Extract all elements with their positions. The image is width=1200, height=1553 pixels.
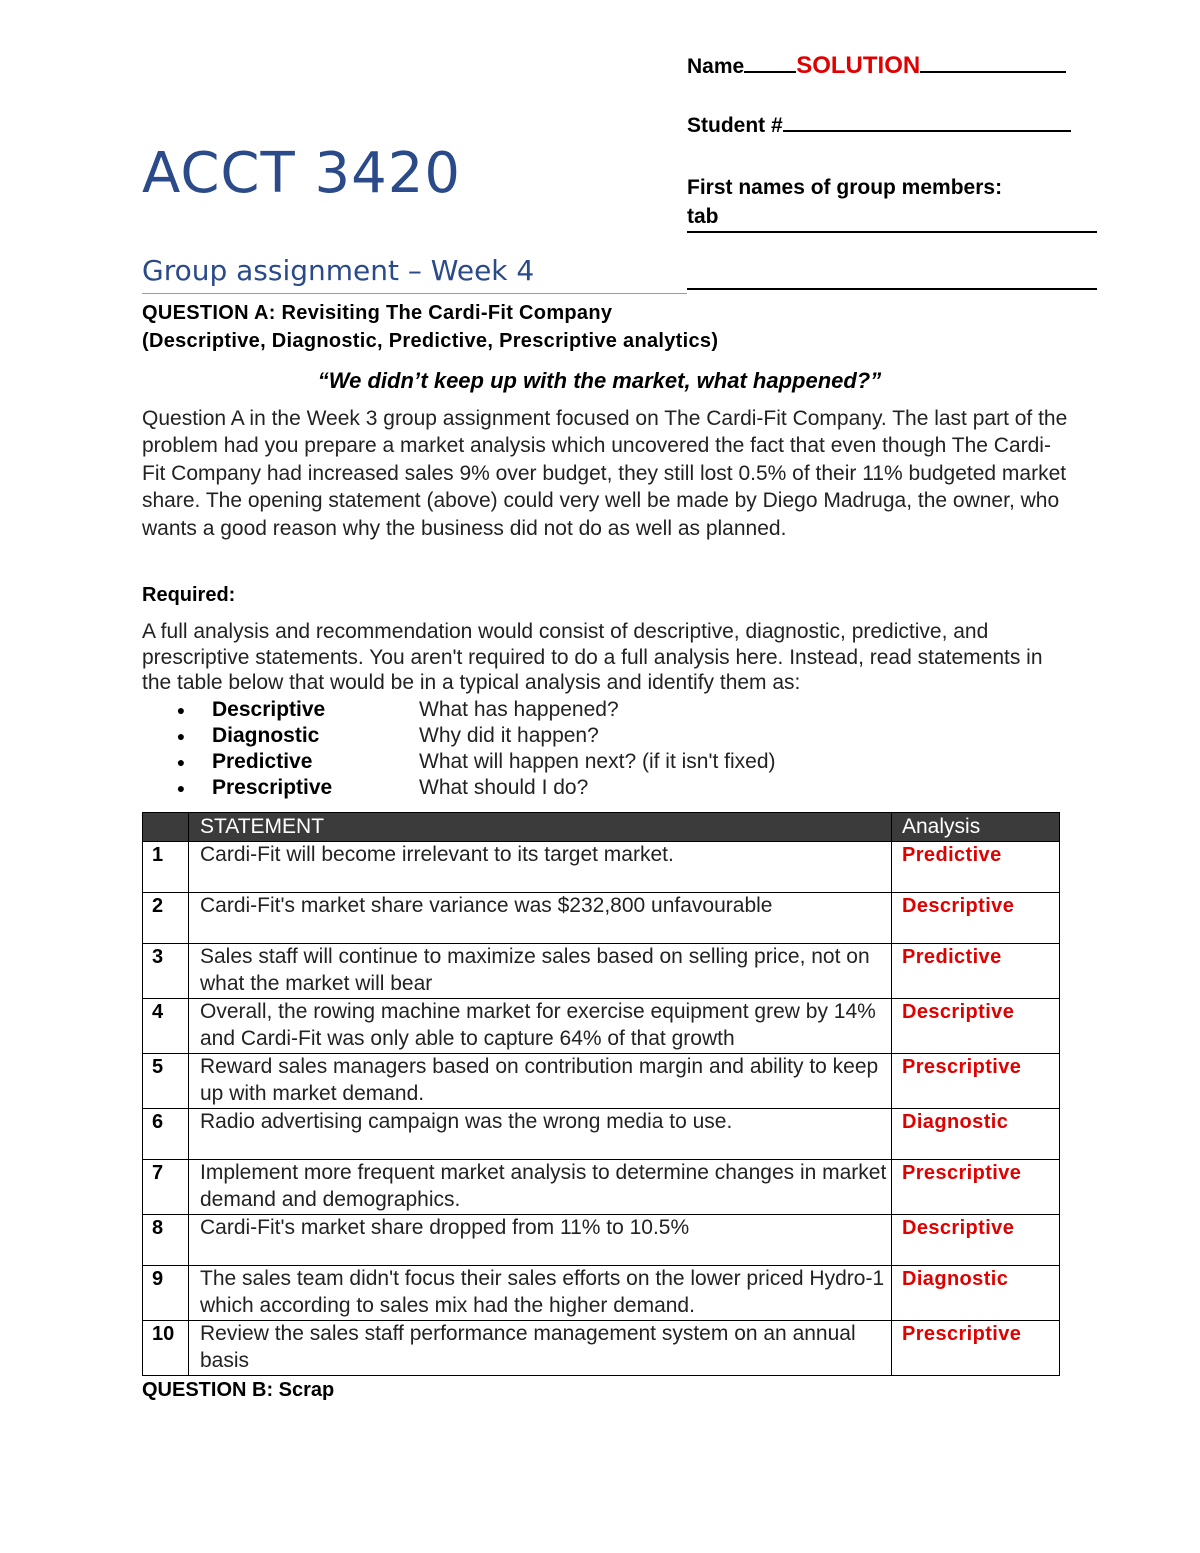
table-row [143,1266,1060,1321]
student-underline [783,126,1071,132]
table-header-statement: STATEMENT [189,813,892,842]
row-analysis: Prescriptive [892,1054,1060,1109]
list-item [142,697,1042,723]
row-statement: The sales team didn't focus their sales efforts on the lower priced Hydro-1 which according to sales mix had the higher demand. [189,1266,892,1321]
bullet-icon: ● [176,702,186,718]
bullet-desc: What has happened? [419,698,619,721]
row-statement: Implement more frequent market analysis to determine changes in market demand and demographics. [189,1160,892,1215]
row-number: 1 [143,842,189,893]
row-number: 6 [143,1109,189,1160]
table-row [143,893,1060,944]
row-analysis: Predictive [892,944,1060,999]
opening-quote: “We didn’t keep up with the market, what happened?” [317,368,882,393]
bullet-icon: ● [176,728,186,744]
question-a-title [142,299,718,355]
table-row [143,842,1060,893]
group-members-rule-2 [687,288,1097,290]
question-a-subtitle: (Descriptive, Diagnostic, Predictive, Prescriptive analytics) [142,330,719,352]
student-number-field [687,113,1071,138]
table-header-analysis: Analysis [892,813,1060,842]
row-statement: Radio advertising campaign was the wrong media to use. [189,1109,892,1160]
row-analysis: Descriptive [892,893,1060,944]
list-item [142,723,1042,749]
row-statement: Review the sales staff performance management system on an annual basis [189,1321,892,1376]
row-number: 5 [143,1054,189,1109]
list-item [142,775,1042,801]
question-a-topic: : Revisiting The Cardi-Fit Company [268,302,613,324]
table-row [143,999,1060,1054]
required-label: Required: [142,584,236,606]
name-underline-left [744,67,796,73]
row-analysis: Diagnostic [892,1266,1060,1321]
row-number: 10 [143,1321,189,1376]
name-label: Name [687,55,745,78]
bullet-desc: Why did it happen? [419,724,599,747]
table-row [143,1054,1060,1109]
group-members-label: First names of group members: [687,176,1003,199]
table-header-number [143,813,189,842]
table-row [143,944,1060,999]
row-number: 4 [143,999,189,1054]
name-value: SOLUTION [796,52,921,79]
row-number: 8 [143,1215,189,1266]
bullet-icon: ● [176,754,186,770]
row-number: 3 [143,944,189,999]
bullet-term: Prescriptive [212,776,333,799]
table-row [143,1109,1060,1160]
bullet-desc: What should I do? [419,776,589,799]
row-statement: Cardi-Fit will become irrelevant to its target market. [189,842,892,893]
row-analysis: Prescriptive [892,1321,1060,1376]
analytics-type-list [142,697,1042,801]
bullet-term: Diagnostic [212,724,320,747]
group-members-rule-1 [687,231,1097,233]
bullet-term: Predictive [212,750,313,773]
row-number: 9 [143,1266,189,1321]
name-underline-right [920,67,1066,73]
instructions-paragraph: A full analysis and recommendation would consist of descriptive, diagnostic, predictive, and prescriptive statements. You aren't required to do a full analysis here. Instead, read statements in the table below that would be in a typical analysis and identify them as: [142,620,1043,695]
bullet-icon: ● [176,780,186,796]
row-statement: Sales staff will continue to maximize sales based on selling price, not on what the market will bear [189,944,892,999]
row-statement: Reward sales managers based on contribution margin and ability to keep up with market demand. [189,1054,892,1109]
bullet-desc: What will happen next? (if it isn't fixed) [419,750,776,773]
question-a-label: QUESTION A [142,302,269,324]
subtitle-rule [142,293,687,294]
row-statement: Cardi-Fit's market share dropped from 11% to 10.5% [189,1215,892,1266]
assignment-subtitle: Group assignment – Week 4 [142,254,535,287]
statements-table [142,812,1060,1376]
row-analysis: Prescriptive [892,1160,1060,1215]
row-analysis: Predictive [892,842,1060,893]
row-number: 7 [143,1160,189,1215]
row-number: 2 [143,893,189,944]
bullet-term: Descriptive [212,698,326,721]
table-row [143,1321,1060,1376]
row-statement: Overall, the rowing machine market for exercise equipment grew by 14% and Cardi-Fit was only able to capture 64% of that growth [189,999,892,1054]
list-item [142,749,1042,775]
table-header-row [143,813,1060,842]
row-analysis: Diagnostic [892,1109,1060,1160]
row-statement: Cardi-Fit's market share variance was $232,800 unfavourable [189,893,892,944]
table-row [143,1215,1060,1266]
question-a-paragraph: Question A in the Week 3 group assignment focused on The Cardi-Fit Company. The last part of the problem had you prepare a market analysis which uncovered the fact that even though The Cardi-Fit Company had increased sales 9% over budget, they still lost 0.5% of their 11% budgeted market share. The opening statement (above) could very well be made by Diego Madruga, the owner, who wants a good reason why the business did not do as well as planned. [142,407,1068,540]
row-analysis: Descriptive [892,999,1060,1054]
question-b-title: QUESTION B: Scrap [142,1379,335,1401]
name-field [687,52,1066,81]
table-row [143,1160,1060,1215]
row-analysis: Descriptive [892,1215,1060,1266]
course-title: ACCT 3420 [142,141,462,206]
student-label: Student # [687,114,783,137]
group-members-value: tab [687,205,719,228]
